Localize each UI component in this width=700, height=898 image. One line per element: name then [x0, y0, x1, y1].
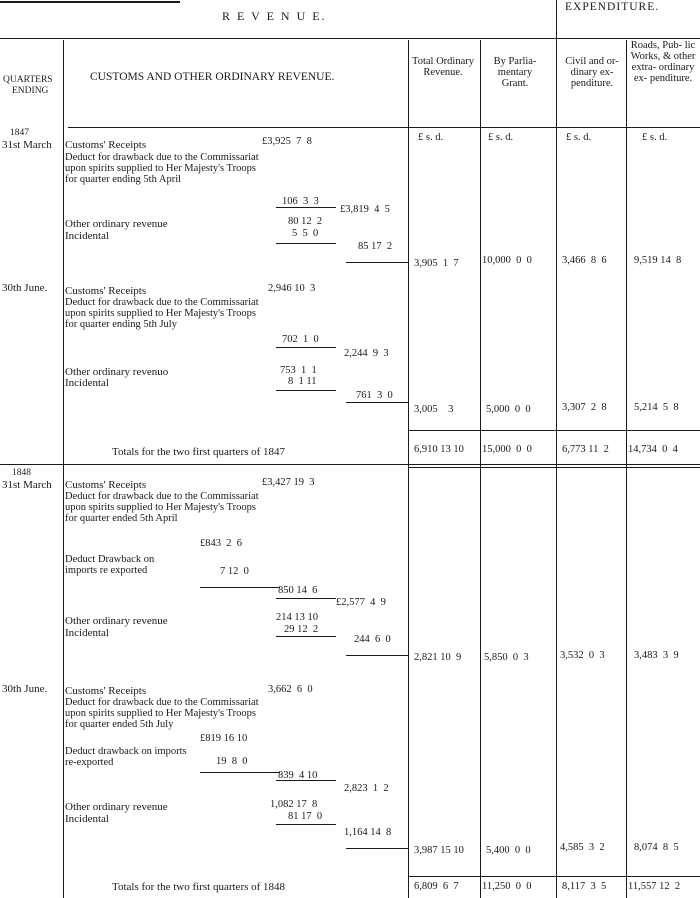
value: 29 12 2 [284, 624, 319, 635]
value: 6,773 11 2 [562, 444, 609, 455]
col-line-3 [480, 40, 481, 898]
value: 81 17 0 [288, 811, 323, 822]
value: 753 1 1 [280, 365, 317, 376]
revenue-heading: R E V E N U E. [222, 9, 327, 23]
totals-1848-label: Totals for the two first quarters of 1848 [112, 881, 286, 893]
value: 8,117 3 5 [562, 881, 607, 892]
value: 3,905 1 7 [414, 258, 459, 269]
value: £2,577 4 9 [336, 597, 386, 608]
deduct-reexport: Deduct Drawback on imports re exported [65, 554, 155, 576]
year-1847: 1847 [10, 128, 29, 138]
value: £843 2 6 [200, 538, 242, 549]
value: 5,214 5 8 [634, 402, 679, 413]
value: 3,307 2 8 [562, 402, 607, 413]
value: 1,082 17 8 [270, 799, 318, 810]
incidental: Incidental [65, 230, 109, 242]
value: 2,821 10 9 [414, 652, 462, 663]
value: 6,910 13 10 [414, 444, 464, 455]
value: 106 3 3 [282, 196, 319, 207]
by-parliamentary-heading: By Parlia- mentary Grant. [493, 56, 537, 89]
value: 85 17 2 [358, 241, 393, 252]
value: 5 5 0 [292, 228, 319, 239]
value: 2,946 10 3 [268, 283, 316, 294]
rule [200, 772, 280, 773]
total-ordinary-heading: Total Ordinary Revenue. [412, 56, 474, 78]
col-line-1 [63, 40, 64, 898]
other-ordinary: Other ordinary revenue [65, 218, 168, 230]
subheader-rule [68, 127, 700, 128]
value: 214 13 10 [276, 612, 318, 623]
value: 3,466 8 6 [562, 255, 607, 266]
value: 2,244 9 3 [344, 348, 389, 359]
value: £3,819 4 5 [340, 204, 390, 215]
value: 5,000 0 0 [486, 404, 531, 415]
deduct-reexport: Deduct drawback on imports re-exported [65, 746, 187, 768]
section-rule-1848 [0, 464, 700, 465]
customs-receipts: Customs' Receipts [65, 479, 147, 491]
col-line-4 [626, 40, 627, 898]
year-1848: 1848 [12, 468, 31, 478]
value: 15,000 0 0 [482, 444, 532, 455]
value: 2,823 1 2 [344, 783, 389, 794]
totals-1848-top [408, 876, 700, 877]
customs-receipts: Customs' Receipts [65, 139, 147, 151]
value: 3,987 15 10 [414, 845, 464, 856]
value: 5,850 0 3 [484, 652, 529, 663]
quarter-march-1847: 31st March [2, 139, 52, 151]
deduct-row: Deduct for drawback due to the Commissariat upon spirits supplied to Her Majesty's Troops for quarter ended 5th April [65, 491, 259, 524]
top-rule-left [0, 1, 180, 3]
quarter-march-1848: 31st March [2, 479, 52, 491]
value: 14,734 0 4 [628, 444, 678, 455]
customs-receipts: Customs' Receipts [65, 685, 147, 697]
col-line-2 [408, 40, 409, 898]
lsd-col-2: £ s. d. [488, 132, 514, 143]
lsd-col-4: £ s. d. [642, 132, 668, 143]
totals-1847-label: Totals for the two first quarters of 1847 [112, 446, 286, 458]
value: 761 3 0 [356, 390, 393, 401]
value: 7 12 0 [220, 566, 249, 577]
lsd-col-1: £ s. d. [418, 132, 444, 143]
quarter-june-1848: 30th June. [2, 683, 48, 695]
customs-receipts: Customs' Receipts [65, 285, 147, 297]
value: 1,164 14 8 [344, 827, 392, 838]
value: 839 4 10 [278, 770, 318, 781]
rule [346, 262, 408, 263]
rule [346, 848, 408, 849]
value: 8,074 8 5 [634, 842, 679, 853]
value: 5,400 0 0 [486, 845, 531, 856]
ending-label: ENDING [12, 86, 49, 96]
value: 4,585 3 2 [560, 842, 605, 853]
value: 10,000 0 0 [482, 255, 532, 266]
value: 19 8 0 [216, 756, 248, 767]
value: 850 14 6 [278, 585, 318, 596]
rule [276, 824, 336, 825]
value: 3,005 3 [414, 404, 454, 415]
value: 8 1 11 [288, 376, 317, 387]
civil-heading: Civil and or- dinary ex- penditure. [565, 56, 619, 89]
rule [276, 636, 336, 637]
value: £3,925 7 8 [262, 136, 312, 147]
roads-heading: Roads, Pub- lic Works, & other extra- ordinary ex- penditure. [630, 40, 696, 84]
customs-heading: CUSTOMS AND OTHER ORDINARY REVENUE. [90, 71, 335, 83]
value: 3,483 3 9 [634, 650, 679, 661]
value: 9,519 14 8 [634, 255, 682, 266]
quarter-june-1847: 30th June. [2, 282, 48, 294]
deduct-row: Deduct for drawback due to the Commissariat upon spirits supplied to Her Majesty's Troops for quarter ended 5th July [65, 697, 259, 730]
value: 3,662 6 0 [268, 684, 313, 695]
expenditure-divider [556, 0, 557, 898]
other-ordinary: Other ordinary revenue [65, 615, 168, 627]
value: 80 12 2 [288, 216, 323, 227]
value: 11,250 0 0 [482, 881, 532, 892]
other-ordinary: Other ordinary revenue [65, 801, 168, 813]
value: 702 1 0 [282, 334, 319, 345]
value: 3,532 0 3 [560, 650, 605, 661]
section-rule-1848b [408, 467, 700, 468]
value: 244 6 0 [354, 634, 391, 645]
totals-1847-top [408, 430, 700, 431]
value: £3,427 19 3 [262, 477, 315, 488]
rule [346, 402, 408, 403]
expenditure-heading: EXPENDITURE. [565, 1, 660, 13]
lsd-col-3: £ s. d. [566, 132, 592, 143]
incidental: Incidental [65, 377, 109, 389]
value: £819 16 10 [200, 733, 248, 744]
rule [200, 587, 280, 588]
value: 11,557 12 2 [628, 881, 681, 892]
rule [276, 390, 336, 391]
value: 6,809 6 7 [414, 881, 459, 892]
other-ordinary: Other ordinary revenuo [65, 366, 169, 378]
deduct-row: Deduct for drawback due to the Commissariat upon spirits supplied to Her Majesty's Troops for quarter ending 5th April [65, 152, 259, 185]
incidental: Incidental [65, 627, 109, 639]
rule [276, 347, 336, 348]
header-rule [0, 38, 700, 39]
quarters-label: QUARTERS [3, 75, 53, 85]
rule [276, 243, 336, 244]
incidental: Incidental [65, 813, 109, 825]
rule [276, 598, 336, 599]
deduct-row: Deduct for drawback due to the Commissariat upon spirits supplied to Her Majesty's Troops for quarter ending 5th July [65, 297, 259, 330]
rule [346, 655, 408, 656]
